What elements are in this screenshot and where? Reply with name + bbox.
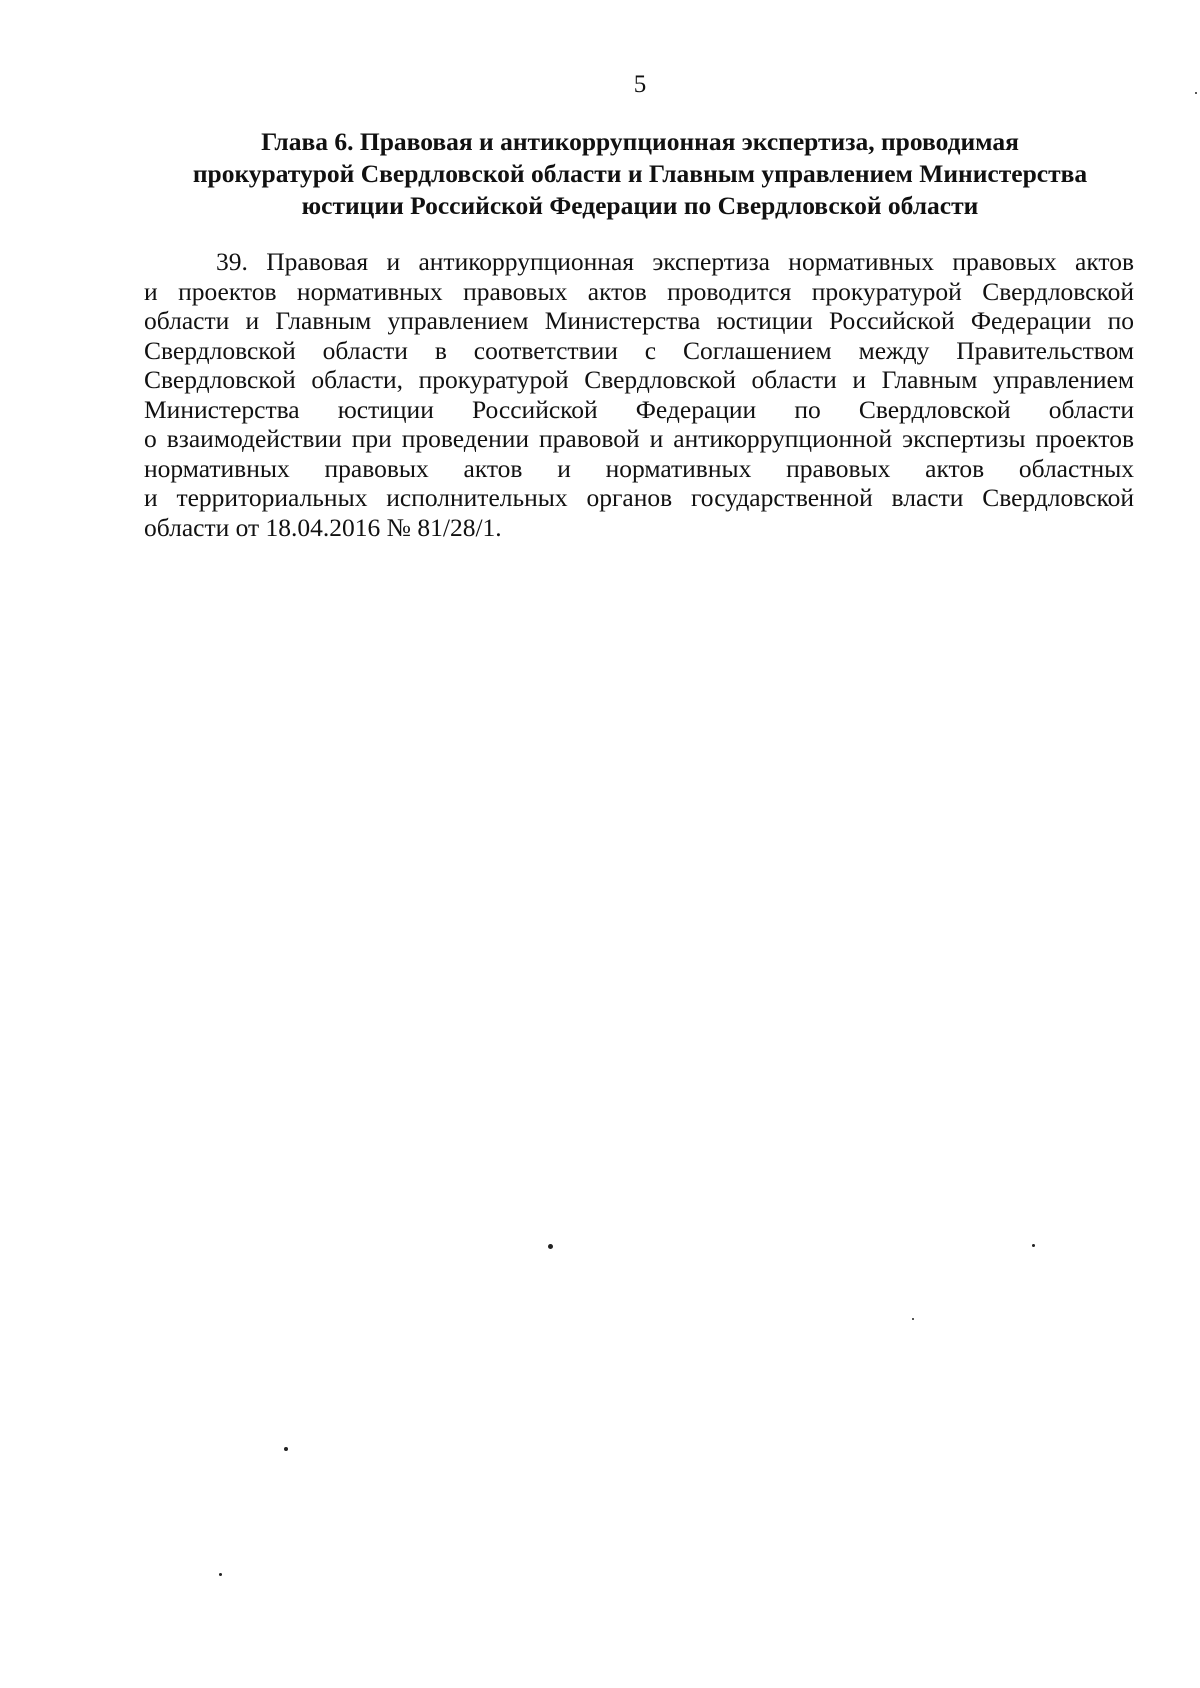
scan-speck <box>284 1447 288 1451</box>
paragraph-line: и проектов нормативных правовых актов проводится прокуратурой Свердловской <box>144 276 1134 306</box>
chapter-heading-line: Глава 6. Правовая и антикоррупционная экспертиза, проводимая <box>261 127 1019 156</box>
page-number: 5 <box>633 71 647 98</box>
chapter-heading <box>150 126 1130 222</box>
scan-speck <box>219 1573 222 1576</box>
paragraph-line: области и Главным управлением Министерства юстиции Российской Федерации по <box>144 306 1134 335</box>
scan-speck <box>1032 1244 1035 1247</box>
paragraph-line: Свердловской области, прокуратурой Свердловской области и Главным управлением <box>144 365 1134 394</box>
paragraph-line: и территориальных исполнительных органов государственной власти Свердловской <box>144 483 1134 512</box>
paragraph-39 <box>144 247 1134 542</box>
paragraph-line: Свердловской области в соответствии с Соглашением между Правительством <box>144 335 1134 365</box>
paragraph-line: 39. Правовая и антикоррупционная экспертиза нормативных правовых актов <box>216 247 1134 276</box>
scan-speck <box>912 1318 914 1320</box>
chapter-heading-line: прокуратурой Свердловской области и Главным управлением Министерства <box>192 159 1088 188</box>
chapter-heading-line: юстиции Российской Федерации по Свердловской области <box>301 191 979 220</box>
paragraph-line: области от 18.04.2016 № 81/28/1. <box>144 512 502 542</box>
paragraph-line: Министерства юстиции Российской Федерации по Свердловской области <box>144 394 1134 424</box>
paragraph-line: о взаимодействии при проведении правовой и антикоррупционной экспертизы проектов <box>144 424 1134 453</box>
paragraph-line: нормативных правовых актов и нормативных правовых актов областных <box>144 453 1134 483</box>
scan-speck <box>1195 92 1197 94</box>
scan-speck <box>548 1244 553 1249</box>
